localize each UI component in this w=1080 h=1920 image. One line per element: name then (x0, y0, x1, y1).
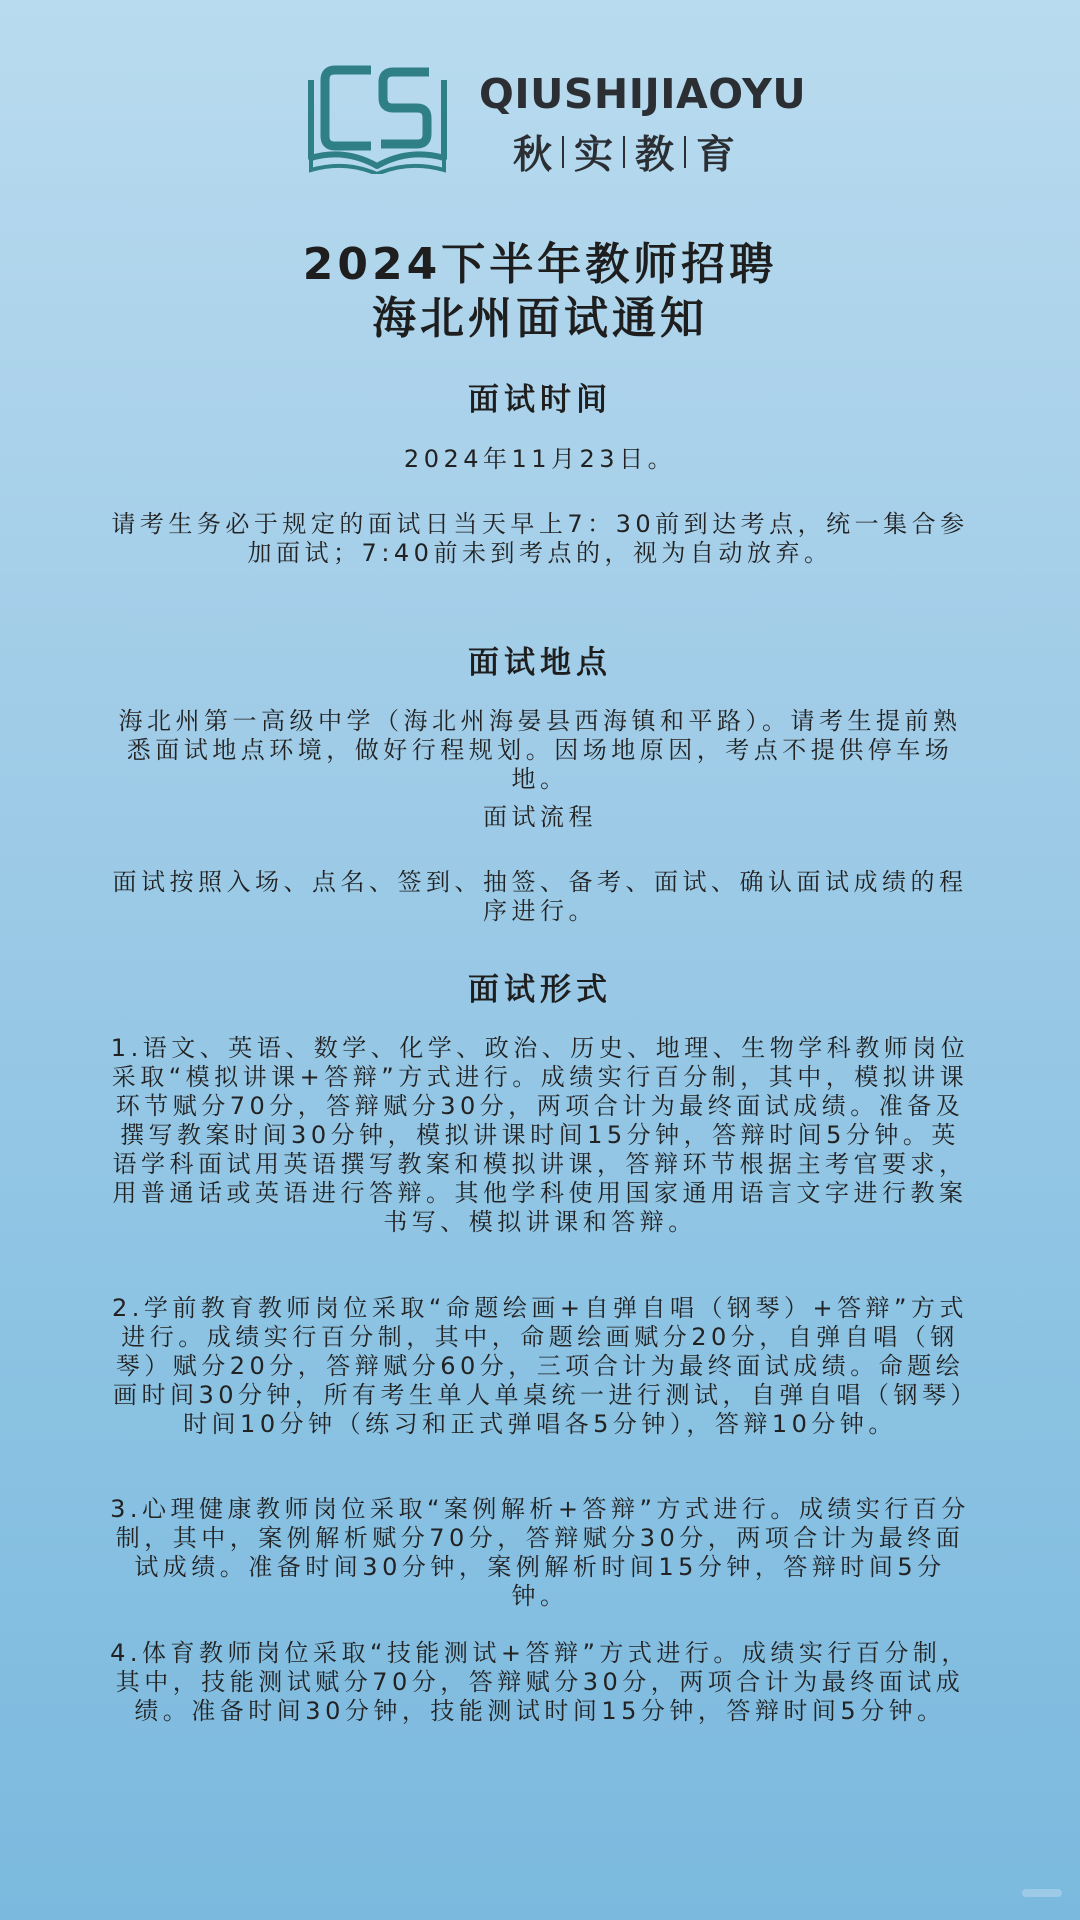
brand-logo (305, 62, 825, 180)
arrival-note: 请考生务必于规定的面试日当天早上7：30前到达考点，统一集合参加面试；7:40前未到考点的，视为自动放弃。 (111, 510, 969, 567)
section-heading-place: 面试地点 (468, 645, 612, 681)
brand-name-cn (513, 124, 735, 180)
interview-date: 2024年11月23日。 (403, 445, 677, 473)
interview-place-text: 海北州第一高级中学（海北州海晏县西海镇和平路）。请考生提前熟悉面试地点环境，做好行程规划。因场地原因，考点不提供停车场地。 (118, 707, 962, 793)
page-title-line-1: 2024下半年教师招聘 (302, 239, 778, 290)
brand-divider (623, 136, 625, 168)
brand-char: 秋 (513, 133, 553, 178)
brand-char: 教 (635, 133, 675, 178)
page-title-line-2: 海北州面试通知 (372, 293, 708, 344)
section-heading-time: 面试时间 (468, 382, 612, 418)
brand-divider (562, 136, 564, 168)
brand-divider (684, 136, 686, 168)
format-item: 4.体育教师岗位采取“技能测试+答辩”方式进行。成绩实行百分制，其中，技能测试赋分70分，答辩赋分30分，两项合计为最终面试成绩。准备时间30分钟，技能测试时间15分钟，答辩时间5分钟。 (110, 1639, 970, 1725)
section-heading-format: 面试形式 (468, 972, 612, 1008)
format-item: 1.语文、英语、数学、化学、政治、历史、地理、生物学科教师岗位采取“模拟讲课+答辩”方式进行。成绩实行百分制，其中，模拟讲课环节赋分70分，答辩赋分30分，两项合计为最终面试成绩。准备及撰写教案时间30分钟，模拟讲课时间15分钟，答辩时间5分钟。英语学科面试用英语撰写教案和模拟讲课，答辩环节根据主考官要求，用普通话或英语进行答辩。其他学科使用国家通用语言文字进行教案书写、模拟讲课和答辩。 (110, 1034, 970, 1236)
format-item: 3.心理健康教师岗位采取“案例解析+答辩”方式进行。成绩实行百分制，其中，案例解析赋分70分，答辩赋分30分，两项合计为最终面试成绩。准备时间30分钟，案例解析时间15分钟，答辩时间5分钟。 (110, 1495, 970, 1610)
brand-char: 实 (574, 133, 614, 178)
format-item: 2.学前教育教师岗位采取“命题绘画+自弹自唱（钢琴）+答辩”方式进行。成绩实行百分制，其中，命题绘画赋分20分，自弹自唱（钢琴）赋分20分，答辩赋分60分，三项合计为最终面试成绩。命题绘画时间30分钟，所有考生单人单桌统一进行测试，自弹自唱（钢琴）时间10分钟（练习和正式弹唱各5分钟），答辩10分钟。 (112, 1294, 968, 1438)
brand-char: 育 (696, 133, 736, 178)
book-cs-logo-icon (305, 62, 450, 174)
process-label: 面试流程 (483, 803, 597, 831)
watermark-mark (1022, 1886, 1062, 1900)
brand-name-en: QIUSHIJIAOYU (479, 70, 807, 118)
interview-process-text: 面试按照入场、点名、签到、抽签、备考、面试、确认面试成绩的程序进行。 (112, 868, 968, 925)
